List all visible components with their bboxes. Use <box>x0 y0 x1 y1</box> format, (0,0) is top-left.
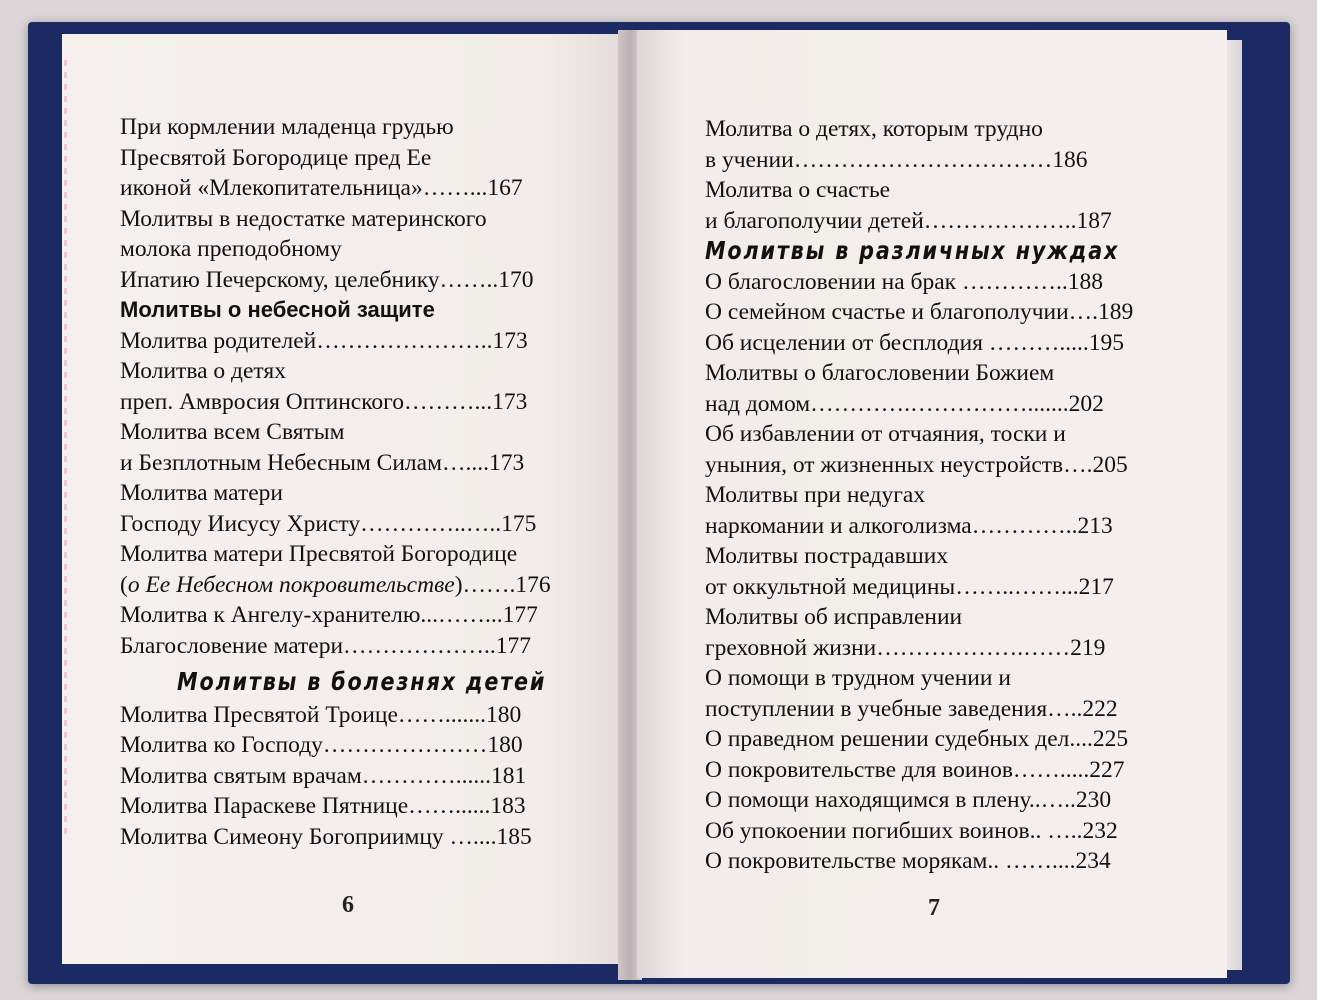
toc-entry <box>705 267 1175 298</box>
toc-entry <box>120 730 590 761</box>
toc-entry-line: и Безплотным Небесным Силам…....173 <box>120 449 525 476</box>
toc-entry-line: Ипатию Печерскому, целебнику……..170 <box>120 266 534 293</box>
page-number-left: 6 <box>342 892 354 918</box>
toc-entry-line: Молитвы при недугах <box>705 482 926 508</box>
toc-entry <box>705 541 1175 602</box>
toc-entry <box>120 700 590 731</box>
toc-entry-line: Молитва Параскеве Пятнице……......183 <box>120 793 526 819</box>
toc-entry-line: Молитва о детях, которым трудно <box>705 116 1043 142</box>
toc-entry-line: Молитва к Ангелу-хранителю...……...177 <box>120 602 538 628</box>
toc-entry <box>705 846 1175 877</box>
page-margin-marks <box>64 60 67 840</box>
toc-entry <box>705 602 1175 663</box>
toc-entry-prefix: ( <box>120 571 128 598</box>
toc-entry-line: При кормлении младенца грудью <box>120 114 454 140</box>
toc-entry-line: О помощи находящимся в плену..…..230 <box>705 787 1112 813</box>
toc-entry-line: наркомании и алкоголизма…………..213 <box>705 512 1113 539</box>
toc-entry <box>705 480 1175 541</box>
toc-entry <box>705 419 1175 480</box>
toc-entry-line: Молитвы в болезнях детей <box>177 667 547 696</box>
toc-entry-line: греховной жизни……………….……219 <box>705 634 1106 661</box>
toc-entry-line: Молитва родителей…………………..173 <box>120 327 528 354</box>
toc-entry-line: иконой «Млекопитательница»……...167 <box>120 175 523 201</box>
toc-entry-line: и благополучии детей………………..187 <box>705 207 1112 234</box>
toc-entry-line: от оккультной медицины……..……...217 <box>705 573 1114 600</box>
toc-entry <box>705 663 1175 724</box>
toc-entry <box>705 358 1175 419</box>
section-heading-decorative <box>705 236 1137 267</box>
toc-entry-line: над домом………….…………….......202 <box>705 390 1104 417</box>
section-heading-decorative <box>120 667 552 698</box>
toc-entry-line: в учении……………………………186 <box>705 146 1088 173</box>
toc-entry <box>705 724 1175 755</box>
toc-entry-line: Молитвы об исправлении <box>705 604 963 630</box>
toc-entry <box>120 761 590 792</box>
toc-entry-line: преп. Амвросия Оптинского………...173 <box>120 388 528 415</box>
toc-entry-line: Молитва всем Святым <box>120 419 345 445</box>
toc-entry <box>120 356 590 417</box>
toc-entry-line: Молитва Симеону Богоприимцу …....185 <box>120 823 532 850</box>
toc-entry <box>120 478 590 539</box>
toc-entry-line: О праведном решении судебных дел....225 <box>705 726 1129 752</box>
toc-entry-line: уныния, от жизненных неустройств….205 <box>705 451 1128 478</box>
toc-entry-line: Молитвы в различных нуждах <box>705 236 1120 265</box>
toc-entry-line: Молитва о детях <box>120 358 286 384</box>
toc-entry-line: поступлении в учебные заведения…..222 <box>705 695 1118 722</box>
toc-entry <box>120 204 590 296</box>
toc-entry-line: О благословении на брак …………..188 <box>705 268 1103 295</box>
toc-entry <box>705 114 1175 175</box>
toc-entry <box>705 328 1175 359</box>
toc-entry-line: Молитва матери Пресвятой Богородице <box>120 541 518 567</box>
toc-entry <box>120 539 590 600</box>
toc-entry-line: молока преподобному <box>120 236 342 262</box>
toc-entry-line: О помощи в трудном учении и <box>705 665 1011 691</box>
toc-entry-italic: о Ее Небесном покровительстве <box>127 571 455 598</box>
toc-entry-line: Молитвы о благословении Божием <box>705 360 1055 386</box>
toc-entry-line: Господу Иисусу Христу…………..…..175 <box>120 510 537 537</box>
toc-entry <box>120 417 590 478</box>
toc-entry-line: Молитва святым врачам…………......181 <box>120 762 527 789</box>
toc-entry-line: Об исцелении от бесплодия ……….....195 <box>705 329 1124 356</box>
right-table-of-contents <box>705 114 1175 877</box>
toc-entry-line: Молитвы пострадавших <box>705 543 949 569</box>
toc-entry-line: Пресвятой Богородице пред Ее <box>120 144 432 171</box>
toc-entry-line: О покровительстве для воинов…….....227 <box>705 756 1125 783</box>
section-heading <box>120 295 590 326</box>
toc-entry <box>705 297 1175 328</box>
toc-entry <box>120 631 590 662</box>
toc-entry <box>120 326 590 357</box>
toc-entry <box>120 822 590 853</box>
toc-entry-line: О семейном счастье и благополучии….189 <box>705 299 1134 325</box>
toc-entry <box>120 600 590 631</box>
toc-entry <box>120 112 590 204</box>
toc-entry-line: О покровительстве морякам.. ……....234 <box>705 848 1111 874</box>
toc-entry-line: Об избавлении от отчаяния, тоски и <box>705 421 1066 447</box>
toc-entry <box>705 785 1175 816</box>
toc-entry <box>705 755 1175 786</box>
toc-entry-line: Об упокоении погибших воинов.. …..232 <box>705 817 1118 844</box>
toc-entry-line: Молитва матери <box>120 480 283 506</box>
toc-entry <box>705 816 1175 847</box>
toc-entry-line: Благословение матери………………..177 <box>120 632 532 659</box>
toc-entry-line: Молитвы в недостатке материнского <box>120 205 487 232</box>
toc-entry-line: Молитвы о небесной защите <box>120 297 435 322</box>
toc-entry-line: Молитва Пресвятой Троице…….......180 <box>120 701 522 728</box>
left-table-of-contents <box>120 112 590 852</box>
page-number-right: 7 <box>928 895 940 921</box>
toc-entry-line <box>120 570 590 601</box>
toc-entry-line: Молитва ко Господу…………………180 <box>120 732 523 758</box>
toc-entry-suffix: )…….176 <box>454 571 551 598</box>
toc-entry-line: Молитва о счастье <box>705 177 891 203</box>
toc-entry <box>120 791 590 822</box>
toc-entry <box>705 175 1175 236</box>
